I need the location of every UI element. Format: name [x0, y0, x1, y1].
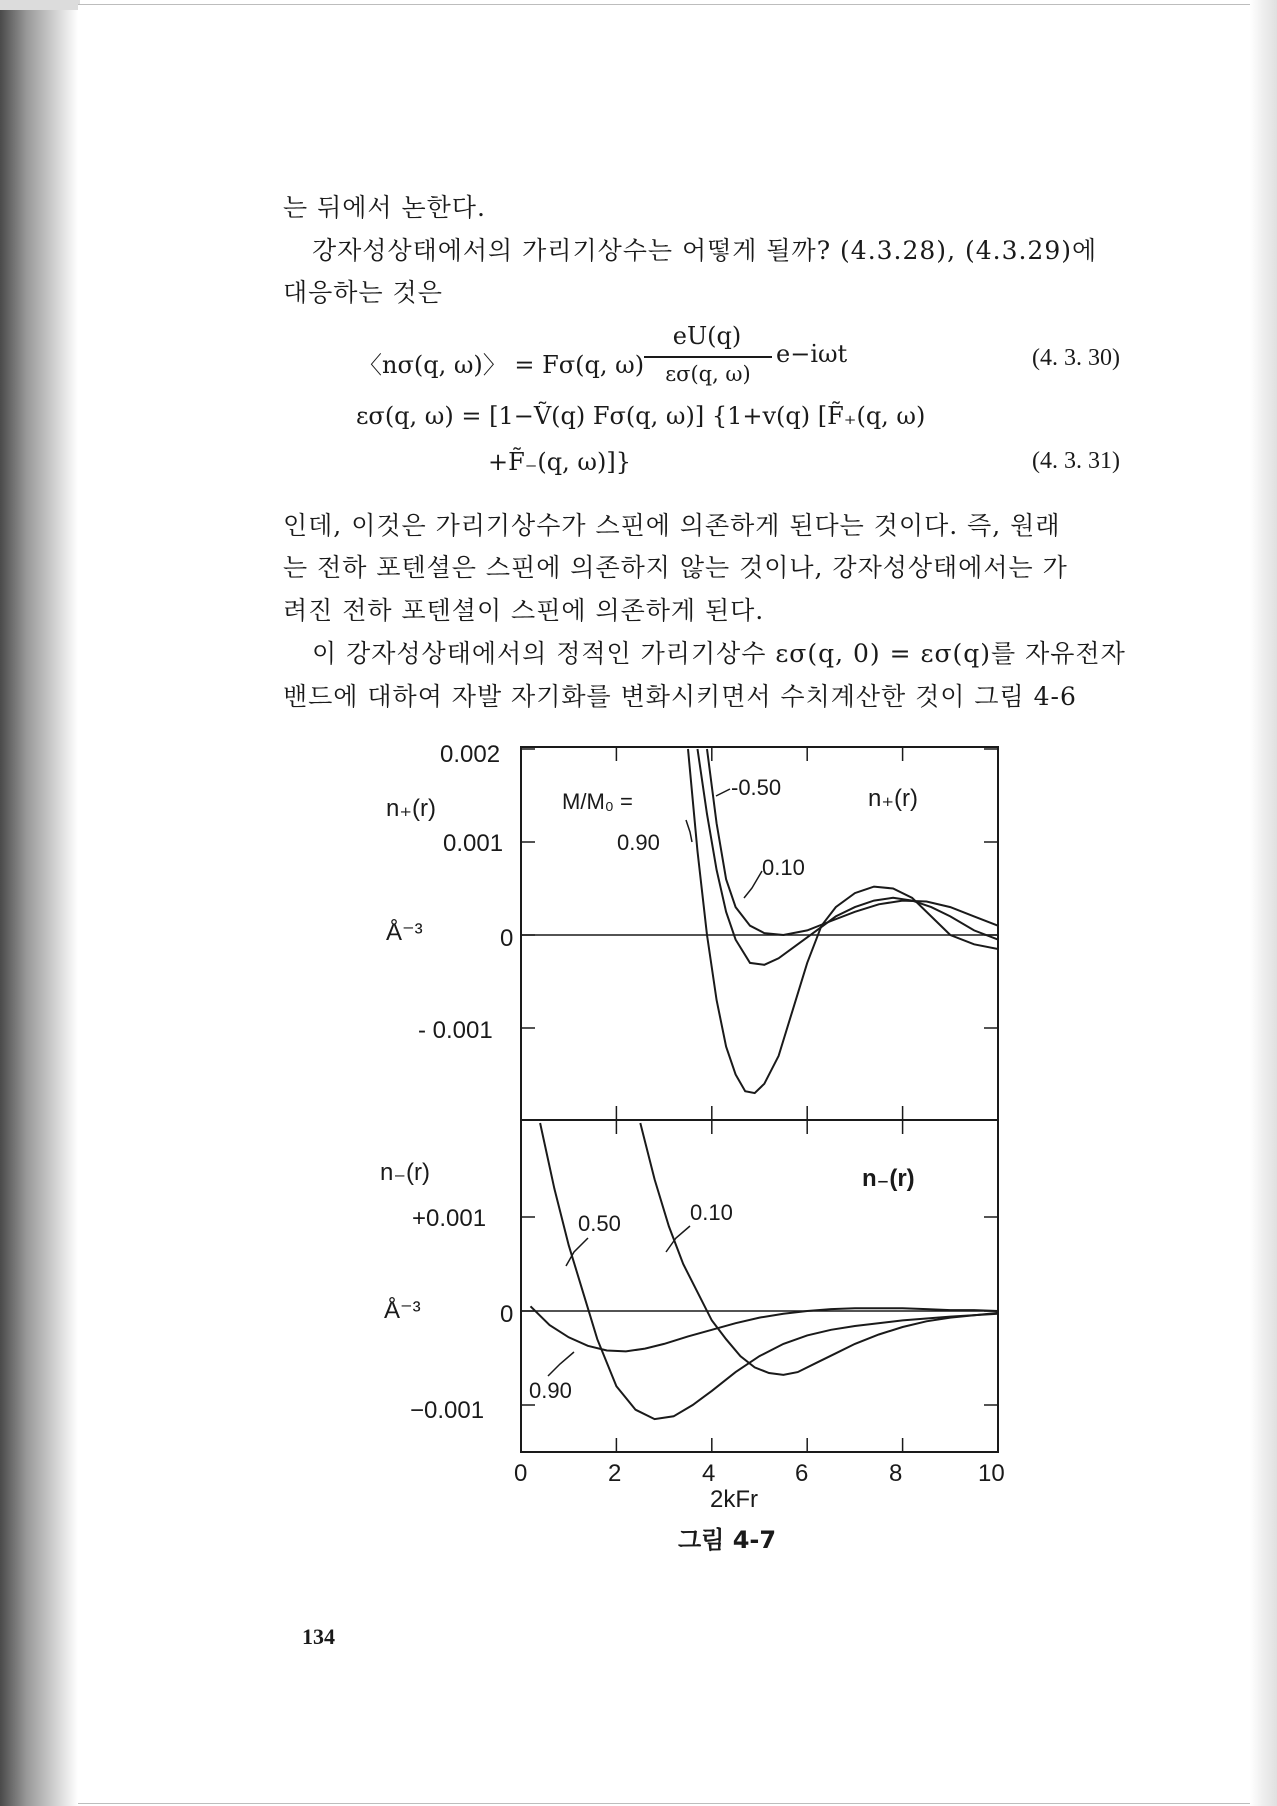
xtick-label-10: 10 — [978, 1460, 1005, 1487]
xtick-label-0: 0 — [514, 1460, 528, 1487]
text-line-7: 이 강자성상태에서의 정적인 가리기상수 εσ(q, 0) = εσ(q)를 자유전자 — [312, 639, 1126, 668]
xtick-label-2: 2 — [608, 1460, 622, 1487]
text-line-1: 는 뒤에서 논한다. — [283, 193, 486, 222]
text-line-5: 는 전하 포텐셜은 스핀에 의존하지 않는 것이나, 강자성상태에서는 가 — [283, 553, 1068, 582]
equation-1-lhs: 〈nσ(q, ω)〉 = Fσ(q, ω) — [358, 351, 645, 379]
equation-1-numerator: eU(q) — [672, 322, 742, 350]
top-ylabel-unit: Å⁻³ — [386, 919, 423, 946]
equation-1-denominator: εσ(q, ω) — [665, 362, 751, 386]
top-ytick-label-3: - 0.001 — [418, 1017, 493, 1044]
bottom-panel-title: n₋(r) — [862, 1165, 915, 1192]
top-annotation-neg-0-50: -0.50 — [731, 775, 782, 800]
bottom-annotation-0-10: 0.10 — [690, 1200, 733, 1225]
text-line-4: 인데, 이것은 가리기상수가 스핀에 의존하게 된다는 것이다. 즉, 원래 — [283, 511, 1061, 540]
bottom-ylabel-unit: Å⁻³ — [384, 1297, 421, 1324]
equation-1-exponential: e−iωt — [776, 340, 848, 368]
bottom-ylabel: n₋(r) — [380, 1159, 430, 1186]
equation-2-line-1: εσ(q, ω) = [1−Ṽ(q) Fσ(q, ω)] {1+v(q) [F̃₊(q, ω) — [356, 402, 926, 430]
bottom-ytick-label-1: 0 — [500, 1301, 514, 1328]
leader-0-90-bottom — [548, 1352, 574, 1376]
top-series-0neg-90 — [688, 749, 998, 1093]
text-line-2: 강자성상태에서의 가리기상수는 어떻게 될까? (4.3.28), (4.3.29)에 — [312, 236, 1098, 265]
bottom-series-0neg-10 — [640, 1123, 998, 1375]
bottom-panel-frame — [521, 1120, 998, 1452]
xtick-label-4: 4 — [702, 1460, 716, 1487]
figure-caption: 그림 4-7 — [678, 1526, 777, 1554]
equation-2-line-2: +F̃₋(q, ω)]} — [488, 448, 631, 476]
leader-0-10-top — [744, 871, 762, 898]
top-ytick-label-0: 0.002 — [440, 741, 501, 768]
top-panel-title: n₊(r) — [868, 785, 918, 812]
top-ylabel: n₊(r) — [386, 795, 436, 822]
top-annotation-0-90: 0.90 — [617, 830, 660, 855]
bottom-annotation-0-90: 0.90 — [529, 1378, 572, 1403]
bottom-ytick-label-2: −0.001 — [410, 1397, 485, 1424]
legend-label: M/M₀ = — [562, 789, 633, 814]
xtick-label-6: 6 — [795, 1460, 809, 1487]
xtick-label-8: 8 — [889, 1460, 903, 1487]
top-annotation-0-10: 0.10 — [762, 855, 805, 880]
x-axis-label: 2kFr — [710, 1486, 758, 1513]
equation-2-number: (4. 3. 31) — [1032, 448, 1120, 474]
bottom-series-0neg-90 — [531, 1306, 999, 1351]
bottom-annotation-0-50: 0.50 — [578, 1211, 621, 1236]
page-number: 134 — [302, 1624, 335, 1649]
leader-0-50-bottom — [566, 1238, 588, 1266]
equation-1-number: (4. 3. 30) — [1032, 345, 1120, 371]
bottom-series-0neg-50 — [540, 1123, 998, 1419]
top-ytick-label-2: 0 — [500, 925, 514, 952]
bottom-ytick-label-0: +0.001 — [412, 1205, 487, 1232]
text-line-8: 밴드에 대하여 자발 자기화를 변화시키면서 수치계산한 것이 그림 4-6 — [283, 682, 1077, 711]
leader-neg-0-50-top — [716, 789, 730, 796]
text-line-6: 려진 전하 포텐셜이 스핀에 의존하게 된다. — [283, 596, 765, 625]
leader-0-90-top — [686, 820, 692, 842]
text-line-3: 대응하는 것은 — [283, 278, 443, 307]
top-ytick-label-1: 0.001 — [443, 830, 504, 857]
